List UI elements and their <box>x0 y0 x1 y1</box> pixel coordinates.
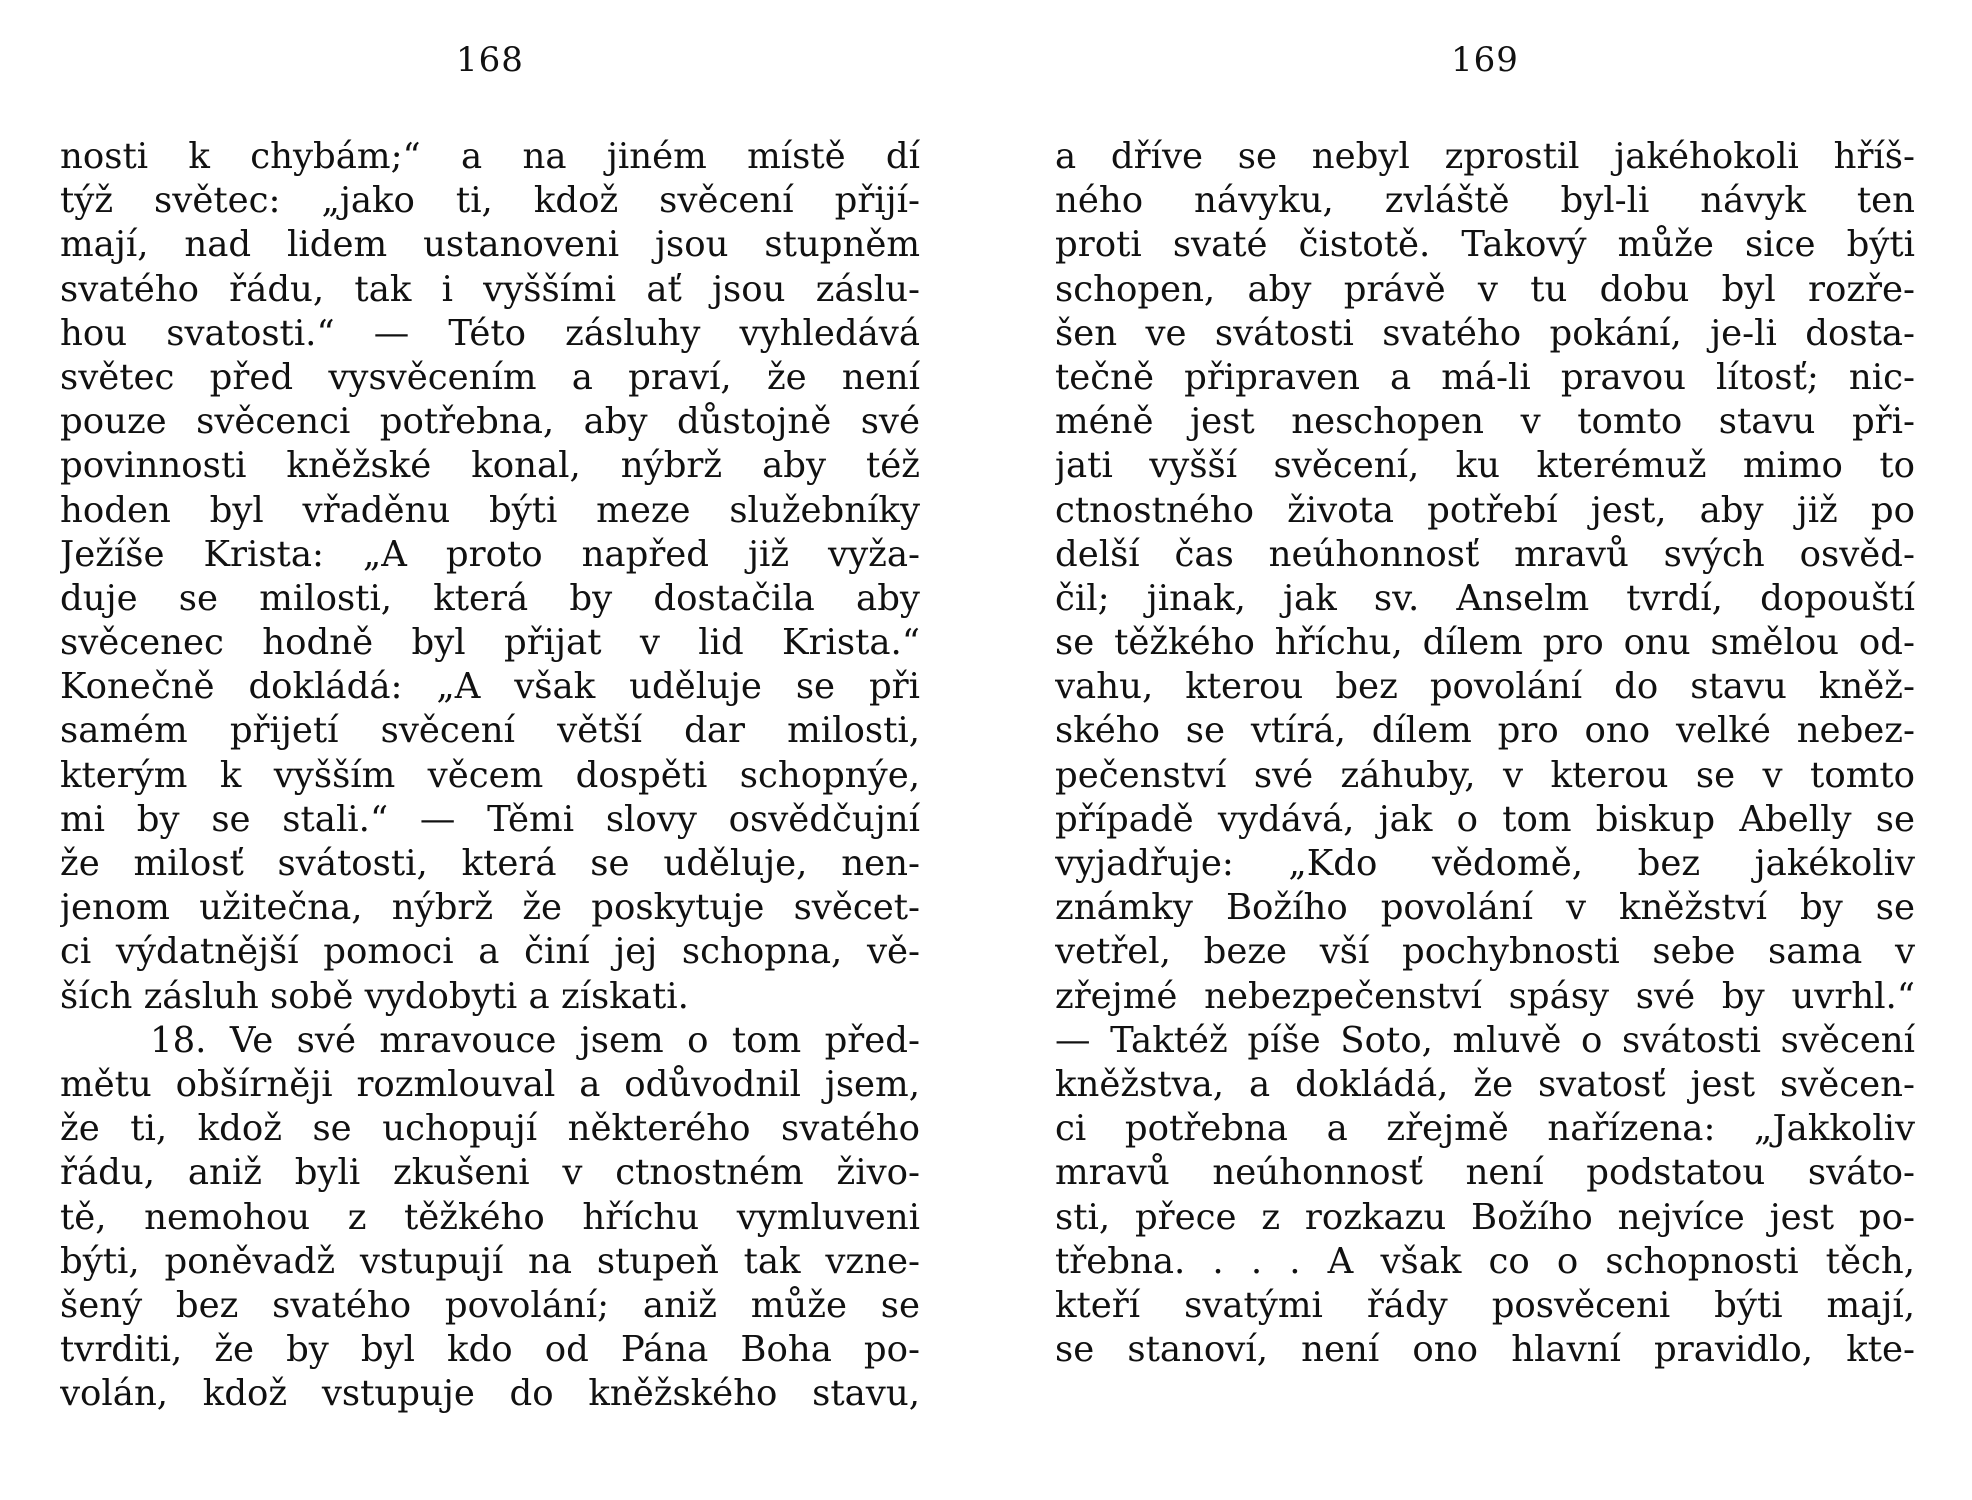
text-line: tvrditi, že by byl kdo od Pána Boha po- <box>60 1329 920 1371</box>
text-line: ších zásluh sobě vydobyti a získati. <box>60 975 689 1017</box>
text-line: třebna. . . . A však co o schopnosti těch, <box>1055 1240 1915 1282</box>
text-line: kteří svatými řády posvěceni býti mají, <box>1055 1284 1915 1326</box>
text-line: vahu, kterou bez povolání do stavu kněž- <box>1055 666 1915 708</box>
text-line: světec před vysvěcením a praví, že není <box>60 356 920 398</box>
text-line: šen ve svátosti svatého pokání, je-li dosta- <box>1055 312 1915 354</box>
text-line: kněžstva, a dokládá, že svatosť jest svěcen- <box>1055 1063 1915 1105</box>
text-line: Ježíše Krista: „A proto napřed již vyža- <box>60 533 920 575</box>
text-line: duje se milosti, která by dostačila aby <box>60 577 920 619</box>
page-text <box>60 135 920 1416</box>
text-line: známky Božího povolání v kněžství by se <box>1055 887 1915 929</box>
text-line: Konečně dokládá: „A však uděluje se při <box>60 666 920 708</box>
text-line: vetřel, beze vší pochybnosti sebe sama v <box>1055 931 1915 973</box>
text-line: méně jest neschopen v tomto stavu při- <box>1055 401 1915 443</box>
text-line: nosti k chybám;“ a na jiném místě dí <box>60 136 920 177</box>
text-line: mají, nad lidem ustanoveni jsou stupněm <box>60 224 920 266</box>
text-line: 18. Ve své mravouce jsem o tom před- <box>150 1019 920 1061</box>
text-line: delší čas neúhonnosť mravů svých osvěd- <box>1055 533 1915 575</box>
page-text <box>1055 135 1915 1372</box>
left-page <box>60 0 930 1500</box>
text-line: ci výdatnější pomoci a činí jej schopna, vě- <box>60 931 920 973</box>
text-line: samém přijetí svěcení větší dar milosti, <box>60 710 920 752</box>
text-line: hoden byl vřaděnu býti meze služebníky <box>60 489 920 531</box>
text-line: řádu, aniž byli zkušeni v ctnostném živo- <box>60 1152 920 1194</box>
text-line: zřejmé nebezpečenství spásy své by uvrhl.“ <box>1055 975 1915 1017</box>
text-line: ského se vtírá, dílem pro ono velké nebez- <box>1055 710 1915 752</box>
text-line: povinnosti kněžské konal, nýbrž aby též <box>60 445 920 487</box>
text-line: mětu obšírněji rozmlouval a odůvodnil jsem, <box>60 1063 920 1105</box>
text-line: — Taktéž píše Soto, mluvě o svátosti svěcení <box>1055 1019 1915 1061</box>
text-line: hou svatosti.“ — Této zásluhy vyhledává <box>60 312 920 354</box>
text-line: čil; jinak, jak sv. Anselm tvrdí, dopouští <box>1055 577 1915 619</box>
text-line: pečenství své záhuby, v kterou se v tomto <box>1055 754 1915 796</box>
text-line: svěcenec hodně byl přijat v lid Krista.“ <box>60 622 920 664</box>
text-line: se stanoví, není ono hlavní pravidlo, kte- <box>1055 1329 1915 1371</box>
text-line: mravů neúhonnosť není podstatou sváto- <box>1055 1152 1915 1194</box>
text-line: jati vyšší svěcení, ku kterémuž mimo to <box>1055 445 1915 487</box>
text-line: býti, poněvadž vstupují na stupeň tak vzne- <box>60 1240 920 1282</box>
text-line: sti, přece z rozkazu Božího nejvíce jest po- <box>1055 1196 1915 1238</box>
text-line: že ti, kdož se uchopují některého svatého <box>60 1108 920 1150</box>
text-line: svatého řádu, tak i vyššími ať jsou záslu- <box>60 268 920 310</box>
text-line: jenom užitečna, nýbrž že poskytuje svěcet- <box>60 887 920 929</box>
text-line: případě vydává, jak o tom biskup Abelly se <box>1055 798 1915 840</box>
text-line: ctnostného života potřebí jest, aby již po <box>1055 489 1915 531</box>
right-page <box>1055 0 1925 1500</box>
page-number: 168 <box>456 40 524 80</box>
text-line: mi by se stali.“ — Těmi slovy osvědčujní <box>60 798 920 840</box>
text-line: tečně připraven a má-li pravou lítosť; nic- <box>1055 356 1915 398</box>
text-line: týž světec: „jako ti, kdož svěcení přijí- <box>60 180 920 222</box>
page-number: 169 <box>1451 40 1519 80</box>
text-line: kterým k vyšším věcem dospěti schopnýe, <box>60 754 920 796</box>
text-line: schopen, aby právě v tu dobu byl rozře- <box>1055 268 1915 310</box>
text-line: ného návyku, zvláště byl-li návyk ten <box>1055 180 1915 222</box>
text-line: vyjadřuje: „Kdo vědomě, bez jakékoliv <box>1055 843 1915 884</box>
text-line: se těžkého hříchu, dílem pro onu smělou od- <box>1055 622 1915 664</box>
text-line: a dříve se nebyl zprostil jakéhokoli hříš- <box>1055 136 1915 177</box>
text-line: tě, nemohou z těžkého hříchu vymluveni <box>60 1196 920 1238</box>
text-line: šený bez svatého povolání; aniž může se <box>60 1284 920 1326</box>
text-line: že milosť svátosti, která se uděluje, nen- <box>60 843 920 884</box>
text-line: pouze svěcenci potřebna, aby důstojně své <box>60 401 920 443</box>
text-line: volán, kdož vstupuje do kněžského stavu, <box>60 1373 920 1415</box>
text-line: proti svaté čistotě. Takový může sice býti <box>1055 224 1915 266</box>
text-line: ci potřebna a zřejmě nařízena: „Jakkoliv <box>1055 1108 1915 1150</box>
